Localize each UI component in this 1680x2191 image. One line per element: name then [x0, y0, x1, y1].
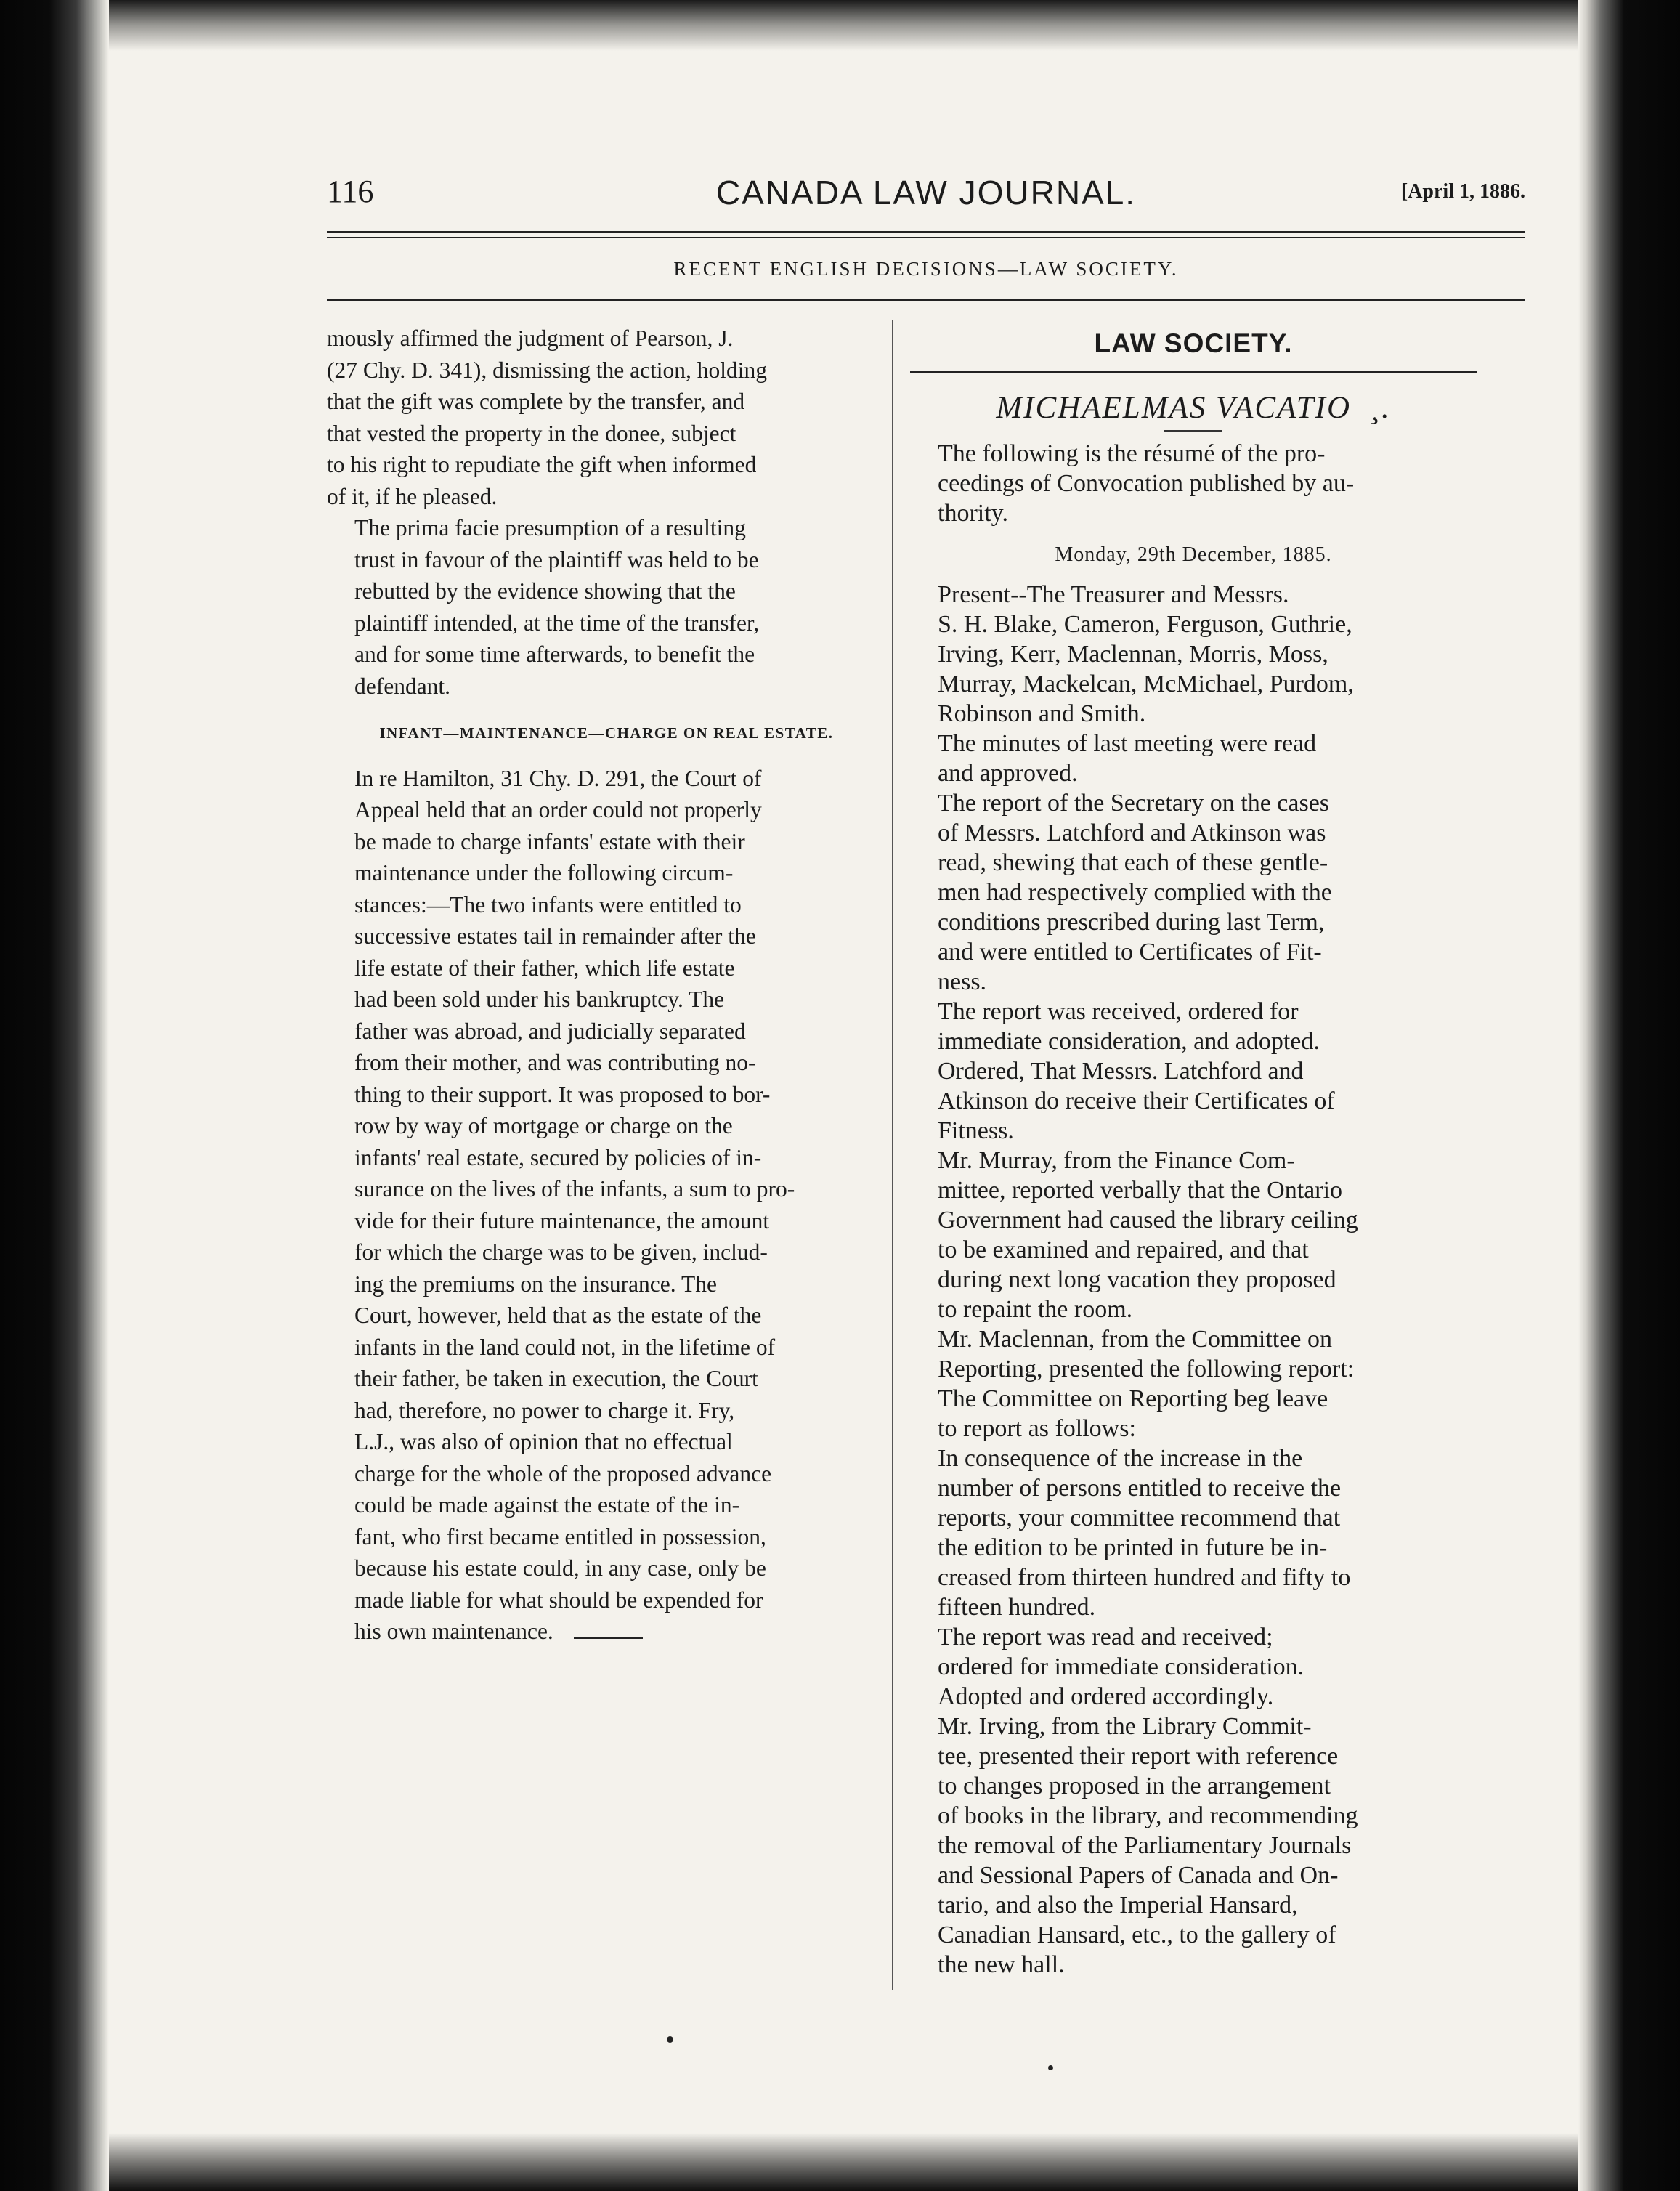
text-line: ceedings of Convocation published by au-	[938, 470, 1355, 497]
text-line: mously affirmed the judgment of Pearson, J.	[327, 325, 734, 351]
intro-paragraph	[910, 439, 1477, 528]
text-line: tario, and also the Imperial Hansard,	[938, 1892, 1298, 1919]
text-line: and approved.	[938, 760, 1078, 787]
text-line: because his estate could, in any case, only be	[354, 1555, 766, 1581]
text-line: The following is the résumé of the pro-	[938, 440, 1326, 467]
column-divider	[892, 320, 893, 1990]
proceedings-paragraph	[910, 1712, 1477, 1980]
text-line: and Sessional Papers of Canada and On-	[938, 1862, 1339, 1889]
text-line: number of persons entitled to receive the	[938, 1475, 1342, 1502]
text-line: men had respectively complied with the	[938, 879, 1332, 906]
issue-date: [April 1, 1886.	[1400, 180, 1525, 203]
print-speck	[1048, 2065, 1053, 2070]
text-line: surance on the lives of the infants, a sum to pro-	[354, 1176, 795, 1202]
text-line: infants in the land could not, in the lifetime of	[354, 1334, 776, 1360]
text-line: Robinson and Smith.	[938, 700, 1146, 727]
text-line: The report of the Secretary on the cases	[938, 790, 1330, 817]
text-line: that the gift was complete by the transfer, and	[327, 389, 745, 414]
text-line: thority.	[938, 500, 1008, 527]
print-speck	[667, 2036, 673, 2043]
text-line: Reporting, presented the following report:	[938, 1356, 1355, 1382]
title-short-rule	[1164, 430, 1222, 432]
text-line: conditions prescribed during last Term,	[938, 909, 1325, 936]
text-line: Murray, Mackelcan, McMichael, Purdom,	[938, 671, 1354, 697]
text-line: immediate consideration, and adopted.	[938, 1028, 1320, 1055]
text-line: stances:—The two infants were entitled to	[354, 891, 742, 918]
text-line: for which the charge was to be given, includ-	[354, 1239, 768, 1265]
text-line: row by way of mortgage or charge on the	[354, 1113, 733, 1138]
text-line: S. H. Blake, Cameron, Ferguson, Guthrie,	[938, 611, 1352, 638]
text-line: had, therefore, no power to charge it. Fry,	[354, 1397, 735, 1423]
proceedings-paragraph	[910, 1384, 1477, 1443]
proceedings-paragraph	[910, 1324, 1477, 1384]
text-line: Canadian Hansard, etc., to the gallery of	[938, 1921, 1336, 1948]
text-line: The minutes of last meeting were read	[938, 730, 1317, 757]
text-line: Mr. Murray, from the Finance Com-	[938, 1147, 1295, 1174]
text-line: Atkinson do receive their Certificates of	[938, 1088, 1335, 1114]
proceedings-paragraph	[910, 1056, 1477, 1146]
text-line: during next long vacation they proposed	[938, 1266, 1336, 1293]
text-line: infants' real estate, secured by policies of in-	[354, 1144, 762, 1170]
proceedings-paragraph	[910, 1443, 1477, 1622]
text-line: Ordered, That Messrs. Latchford and	[938, 1058, 1304, 1085]
text-line: Mr. Irving, from the Library Commit-	[938, 1713, 1312, 1740]
text-line: to repaint the room.	[938, 1296, 1133, 1323]
vacation-title: MICHAELMAS VACATIO ¸.	[996, 391, 1391, 425]
text-line: father was abroad, and judicially separated	[354, 1018, 746, 1044]
text-line: to his right to repudiate the gift when informed	[327, 452, 757, 477]
text-line: and for some time afterwards, to benefit the	[354, 641, 755, 667]
section-rule	[910, 371, 1477, 373]
text-line: successive estates tail in remainder after the	[354, 923, 756, 949]
text-line: of it, if he pleased.	[327, 483, 498, 509]
proceedings-paragraph	[910, 997, 1477, 1056]
text-line: from their mother, and was contributing no-	[354, 1050, 756, 1075]
text-line: charge for the whole of the proposed advance	[354, 1460, 772, 1486]
page-number: 116	[327, 174, 374, 209]
text-line: that vested the property in the donee, subject	[327, 420, 736, 446]
text-line: (27 Chy. D. 341), dismissing the action, holding	[327, 357, 768, 383]
text-line: their father, be taken in execution, the Court	[354, 1366, 758, 1391]
text-line: rebutted by the evidence showing that the	[354, 578, 736, 604]
text-line: be made to charge infants' estate with their	[354, 828, 745, 854]
text-line: to report as follows:	[938, 1415, 1136, 1442]
text-line: of Messrs. Latchford and Atkinson was	[938, 819, 1326, 846]
header-rule	[327, 231, 1525, 233]
text-line: thing to their support. It was proposed to bor-	[354, 1081, 771, 1107]
text-line: creased from thirteen hundred and fifty to	[938, 1564, 1351, 1591]
text-line: Appeal held that an order could not properly	[354, 797, 762, 822]
text-line: his own maintenance.	[354, 1619, 553, 1644]
proceedings-paragraph	[910, 1146, 1477, 1324]
proceedings-paragraph	[910, 1622, 1477, 1712]
text-line: and were entitled to Certificates of Fit-	[938, 939, 1322, 965]
right-column	[910, 328, 1477, 1980]
text-line: mittee, reported verbally that the Ontario	[938, 1177, 1343, 1204]
text-line: could be made against the estate of the in-	[354, 1492, 740, 1518]
text-line: plaintiff intended, at the time of the transfer,	[354, 609, 760, 636]
text-line: Court, however, held that as the estate of the	[354, 1303, 762, 1328]
text-line: ness.	[938, 968, 987, 995]
proceedings-paragraph	[910, 580, 1477, 729]
article-end-rule	[574, 1637, 643, 1639]
meeting-date: Monday, 29th December, 1885.	[1055, 543, 1332, 566]
text-line: Mr. Maclennan, from the Committee on	[938, 1326, 1332, 1353]
paragraph-continuation	[327, 323, 886, 512]
text-line: the removal of the Parliamentary Journals	[938, 1832, 1352, 1859]
text-line: read, shewing that each of these gentle-	[938, 849, 1328, 876]
text-line: Fitness.	[938, 1117, 1014, 1144]
text-line: The report was received, ordered for	[938, 998, 1299, 1025]
running-head-rule	[327, 299, 1525, 301]
header-rule-double	[327, 237, 1525, 238]
text-line: tee, presented their report with reference	[938, 1743, 1339, 1770]
text-line: The Committee on Reporting beg leave	[938, 1385, 1328, 1412]
text-line: fant, who first became entitled in possession,	[354, 1523, 766, 1550]
text-line: to changes proposed in the arrangement	[938, 1773, 1331, 1799]
text-line: fifteen hundred.	[938, 1594, 1096, 1621]
section-title: LAW SOCIETY.	[1094, 328, 1293, 358]
text-line: The prima facie presumption of a resulting	[354, 515, 746, 540]
text-line: Present--The Treasurer and Messrs.	[938, 581, 1289, 608]
case-subheading: INFANT—MAINTENANCE—CHARGE ON REAL ESTATE.	[379, 724, 834, 742]
text-line: life estate of their father, which life estate	[354, 955, 735, 981]
text-line: ordered for immediate consideration.	[938, 1653, 1304, 1680]
proceedings-paragraphs	[910, 580, 1477, 1980]
running-head: RECENT ENGLISH DECISIONS—LAW SOCIETY.	[673, 258, 1179, 280]
paragraph-presumption	[327, 512, 886, 702]
text-line: of books in the library, and recommending	[938, 1802, 1358, 1829]
text-line: Irving, Kerr, Maclennan, Morris, Moss,	[938, 641, 1328, 668]
text-line: reports, your committee recommend that	[938, 1504, 1341, 1531]
page-header	[327, 173, 1525, 216]
text-line: vide for their future maintenance, the amount	[354, 1207, 770, 1234]
proceedings-paragraph	[910, 729, 1477, 788]
text-line: ing the premiums on the insurance. The	[354, 1271, 717, 1297]
proceedings-paragraph	[910, 788, 1477, 997]
left-column	[327, 323, 886, 1648]
paragraph-in-re-hamilton	[327, 763, 886, 1648]
text-line: trust in favour of the plaintiff was held to be	[354, 546, 759, 572]
text-line: made liable for what should be expended for	[354, 1587, 763, 1613]
text-line: to be examined and repaired, and that	[938, 1236, 1309, 1263]
text-line: the new hall.	[938, 1951, 1065, 1978]
text-line: the edition to be printed in future be in-	[938, 1534, 1328, 1561]
text-line: defendant.	[354, 673, 451, 699]
text-line: In re Hamilton, 31 Chy. D. 291, the Court of	[354, 765, 762, 791]
text-line: had been sold under his bankruptcy. The	[354, 987, 725, 1012]
text-line: L.J., was also of opinion that no effectual	[354, 1429, 733, 1454]
text-line: The report was read and received;	[938, 1624, 1273, 1651]
text-line: Adopted and ordered accordingly.	[938, 1683, 1274, 1710]
text-line: In consequence of the increase in the	[938, 1445, 1303, 1472]
journal-title: CANADA LAW JOURNAL.	[715, 174, 1137, 211]
text-line: Government had caused the library ceiling	[938, 1207, 1358, 1234]
text-line: maintenance under the following circum-	[354, 860, 734, 886]
